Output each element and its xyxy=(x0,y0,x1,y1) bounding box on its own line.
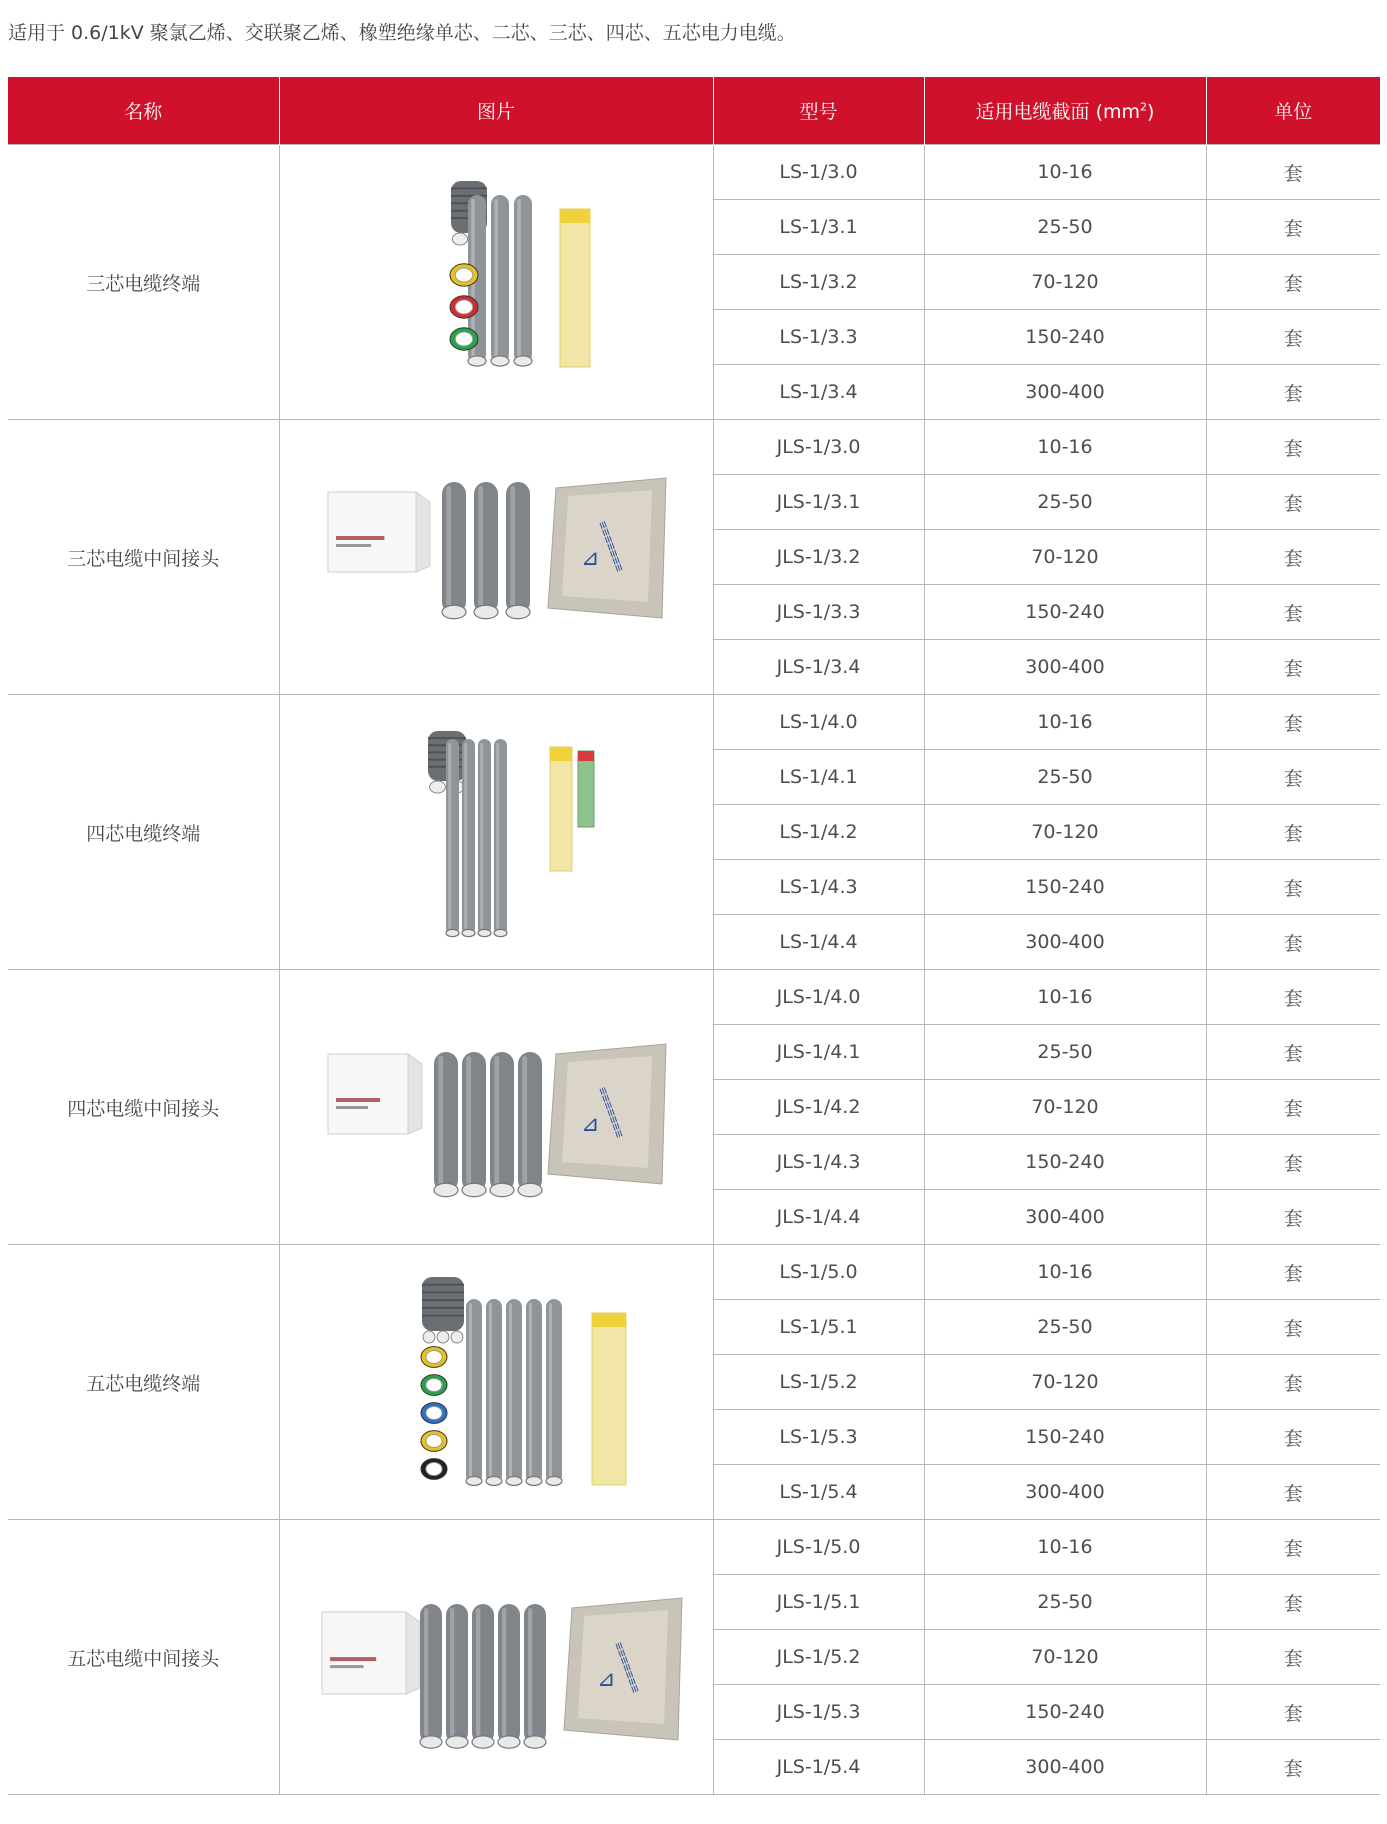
section-cell: 300-400 xyxy=(924,640,1206,695)
product-picture-cell xyxy=(279,145,713,420)
model-cell: JLS-1/4.0 xyxy=(713,970,924,1025)
product-name-cell: 五芯电缆中间接头 xyxy=(8,1520,279,1795)
section-cell: 10-16 xyxy=(924,1245,1206,1300)
model-cell: LS-1/3.3 xyxy=(713,310,924,365)
table-body xyxy=(8,145,1380,1795)
unit-cell: 套 xyxy=(1206,695,1380,750)
model-cell: LS-1/5.2 xyxy=(713,1355,924,1410)
unit-cell: 套 xyxy=(1206,970,1380,1025)
model-cell: JLS-1/4.2 xyxy=(713,1080,924,1135)
section-cell: 10-16 xyxy=(924,695,1206,750)
unit-cell: 套 xyxy=(1206,1630,1380,1685)
model-cell: LS-1/3.0 xyxy=(713,145,924,200)
three-core-joint-kit-icon xyxy=(296,432,696,682)
model-cell: JLS-1/3.0 xyxy=(713,420,924,475)
unit-cell: 套 xyxy=(1206,585,1380,640)
section-cell: 150-240 xyxy=(924,585,1206,640)
section-cell: 25-50 xyxy=(924,1300,1206,1355)
model-cell: LS-1/3.1 xyxy=(713,200,924,255)
unit-cell: 套 xyxy=(1206,1520,1380,1575)
section-cell: 10-16 xyxy=(924,970,1206,1025)
table-row xyxy=(8,970,1380,1025)
model-cell: LS-1/5.1 xyxy=(713,1300,924,1355)
section-cell: 70-120 xyxy=(924,530,1206,585)
product-picture-cell xyxy=(279,695,713,970)
model-cell: JLS-1/5.2 xyxy=(713,1630,924,1685)
model-cell: JLS-1/5.3 xyxy=(713,1685,924,1740)
section-cell: 150-240 xyxy=(924,860,1206,915)
three-core-termination-kit-icon xyxy=(296,157,696,407)
svg-text:≡≡≡≡≡≡≡: ≡≡≡≡≡≡≡ xyxy=(595,518,628,574)
unit-cell: 套 xyxy=(1206,1740,1380,1795)
model-cell: LS-1/3.2 xyxy=(713,255,924,310)
unit-cell: 套 xyxy=(1206,750,1380,805)
table-header-row xyxy=(8,77,1380,145)
section-cell: 25-50 xyxy=(924,750,1206,805)
intro-text: 适用于 0.6/1kV 聚氯乙烯、交联聚乙烯、橡塑绝缘单芯、二芯、三芯、四芯、五芯电力电缆。 xyxy=(8,22,796,44)
model-cell: LS-1/4.1 xyxy=(713,750,924,805)
section-cell: 70-120 xyxy=(924,255,1206,310)
section-cell: 70-120 xyxy=(924,1080,1206,1135)
spec-table xyxy=(8,77,1380,1795)
unit-cell: 套 xyxy=(1206,420,1380,475)
section-cell: 300-400 xyxy=(924,1740,1206,1795)
unit-cell: 套 xyxy=(1206,1245,1380,1300)
unit-cell: 套 xyxy=(1206,1410,1380,1465)
table-row xyxy=(8,695,1380,750)
product-picture-cell xyxy=(279,420,713,695)
svg-text:≡≡≡≡≡≡≡: ≡≡≡≡≡≡≡ xyxy=(595,1084,628,1140)
unit-cell: 套 xyxy=(1206,310,1380,365)
section-cell: 150-240 xyxy=(924,1410,1206,1465)
section-cell: 70-120 xyxy=(924,805,1206,860)
unit-cell: 套 xyxy=(1206,1025,1380,1080)
product-name-cell: 四芯电缆中间接头 xyxy=(8,970,279,1245)
section-cell: 300-400 xyxy=(924,915,1206,970)
model-cell: JLS-1/3.2 xyxy=(713,530,924,585)
section-cell: 10-16 xyxy=(924,1520,1206,1575)
unit-cell: 套 xyxy=(1206,475,1380,530)
product-picture-cell xyxy=(279,1245,713,1520)
model-cell: JLS-1/5.4 xyxy=(713,1740,924,1795)
model-cell: LS-1/5.4 xyxy=(713,1465,924,1520)
section-cell: 150-240 xyxy=(924,1135,1206,1190)
unit-cell: 套 xyxy=(1206,1465,1380,1520)
unit-cell: 套 xyxy=(1206,200,1380,255)
model-cell: JLS-1/3.4 xyxy=(713,640,924,695)
unit-cell: 套 xyxy=(1206,915,1380,970)
section-cell: 25-50 xyxy=(924,200,1206,255)
model-cell: LS-1/3.4 xyxy=(713,365,924,420)
header-section-sup: 2 xyxy=(1140,100,1148,114)
section-cell: 70-120 xyxy=(924,1355,1206,1410)
header-model: 型号 xyxy=(713,77,924,145)
header-section-text: 适用电缆截面 (mm xyxy=(975,101,1141,123)
five-core-termination-kit-icon xyxy=(296,1257,696,1507)
table-row xyxy=(8,420,1380,475)
section-cell: 10-16 xyxy=(924,420,1206,475)
unit-cell: 套 xyxy=(1206,805,1380,860)
unit-cell: 套 xyxy=(1206,1685,1380,1740)
section-cell: 300-400 xyxy=(924,1465,1206,1520)
header-section xyxy=(924,77,1206,145)
section-cell: 150-240 xyxy=(924,1685,1206,1740)
svg-text:≡≡≡≡≡≡≡: ≡≡≡≡≡≡≡ xyxy=(611,1639,644,1695)
table-row xyxy=(8,145,1380,200)
product-name-cell: 三芯电缆终端 xyxy=(8,145,279,420)
header-picture: 图片 xyxy=(279,77,713,145)
model-cell: JLS-1/3.1 xyxy=(713,475,924,530)
svg-text:⊿: ⊿ xyxy=(581,1110,600,1136)
product-name-cell: 四芯电缆终端 xyxy=(8,695,279,970)
five-core-joint-kit-icon xyxy=(296,1532,696,1782)
model-cell: LS-1/4.0 xyxy=(713,695,924,750)
four-core-termination-kit-icon xyxy=(296,707,696,957)
model-cell: LS-1/5.0 xyxy=(713,1245,924,1300)
model-cell: LS-1/5.3 xyxy=(713,1410,924,1465)
unit-cell: 套 xyxy=(1206,1135,1380,1190)
header-unit: 单位 xyxy=(1206,77,1380,145)
unit-cell: 套 xyxy=(1206,640,1380,695)
unit-cell: 套 xyxy=(1206,1080,1380,1135)
unit-cell: 套 xyxy=(1206,145,1380,200)
section-cell: 70-120 xyxy=(924,1630,1206,1685)
unit-cell: 套 xyxy=(1206,1355,1380,1410)
model-cell: LS-1/4.3 xyxy=(713,860,924,915)
svg-text:⊿: ⊿ xyxy=(597,1666,616,1692)
section-cell: 10-16 xyxy=(924,145,1206,200)
section-cell: 300-400 xyxy=(924,365,1206,420)
model-cell: JLS-1/3.3 xyxy=(713,585,924,640)
model-cell: JLS-1/5.0 xyxy=(713,1520,924,1575)
unit-cell: 套 xyxy=(1206,255,1380,310)
unit-cell: 套 xyxy=(1206,860,1380,915)
model-cell: JLS-1/4.4 xyxy=(713,1190,924,1245)
unit-cell: 套 xyxy=(1206,530,1380,585)
product-picture-cell xyxy=(279,970,713,1245)
header-section-close: ) xyxy=(1147,101,1155,123)
model-cell: JLS-1/4.1 xyxy=(713,1025,924,1080)
unit-cell: 套 xyxy=(1206,1300,1380,1355)
four-core-joint-kit-icon xyxy=(296,982,696,1232)
section-cell: 25-50 xyxy=(924,1025,1206,1080)
product-picture-cell xyxy=(279,1520,713,1795)
model-cell: JLS-1/4.3 xyxy=(713,1135,924,1190)
header-name: 名称 xyxy=(8,77,279,145)
unit-cell: 套 xyxy=(1206,1190,1380,1245)
model-cell: LS-1/4.2 xyxy=(713,805,924,860)
product-name-cell: 三芯电缆中间接头 xyxy=(8,420,279,695)
product-name-cell: 五芯电缆终端 xyxy=(8,1245,279,1520)
model-cell: LS-1/4.4 xyxy=(713,915,924,970)
section-cell: 25-50 xyxy=(924,1575,1206,1630)
section-cell: 25-50 xyxy=(924,475,1206,530)
table-row xyxy=(8,1520,1380,1575)
section-cell: 150-240 xyxy=(924,310,1206,365)
model-cell: JLS-1/5.1 xyxy=(713,1575,924,1630)
unit-cell: 套 xyxy=(1206,365,1380,420)
section-cell: 300-400 xyxy=(924,1190,1206,1245)
svg-text:⊿: ⊿ xyxy=(581,544,600,570)
table-row xyxy=(8,1245,1380,1300)
unit-cell: 套 xyxy=(1206,1575,1380,1630)
